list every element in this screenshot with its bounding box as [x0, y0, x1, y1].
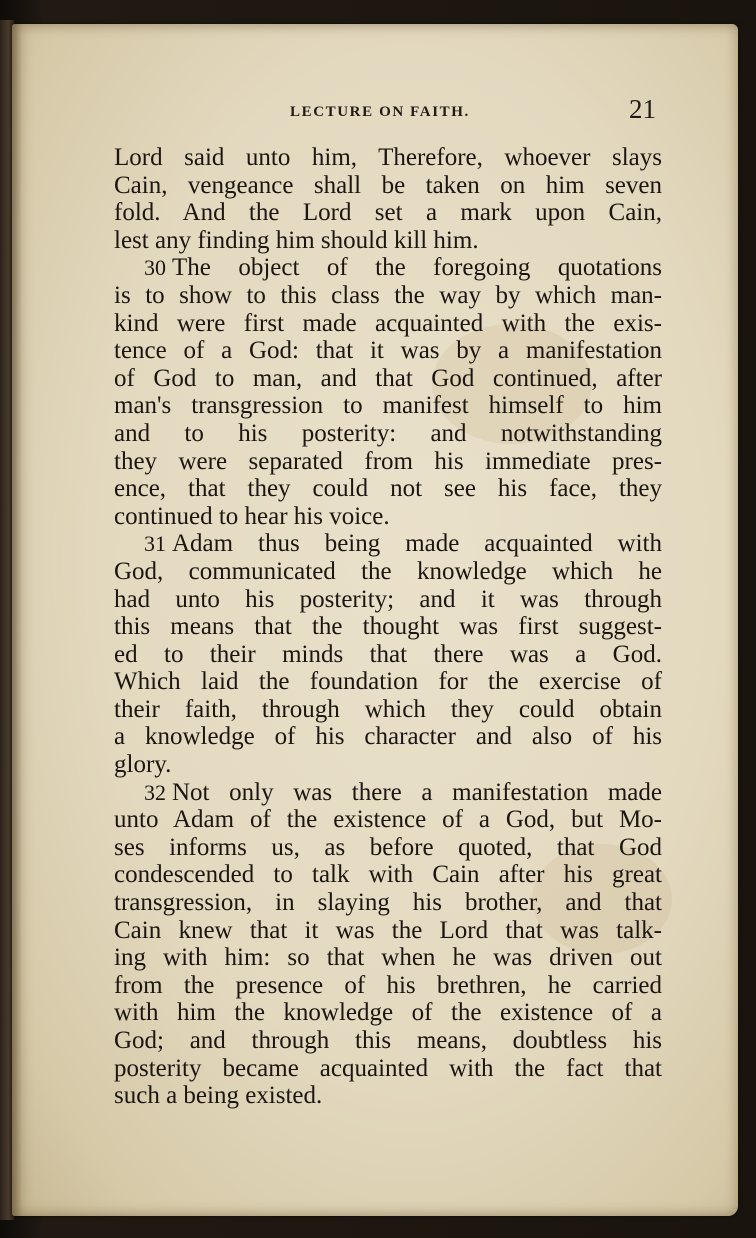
page-header — [116, 94, 656, 134]
text-line: tence of a God: that it was by a manifestation — [114, 337, 662, 365]
text-line: ses informs us, as before quoted, that God — [114, 833, 662, 861]
text-line: had unto his posterity; and it was through — [114, 585, 662, 613]
paragraph-number: 30 — [144, 255, 166, 281]
text-line: ed to their minds that there was a God. — [114, 640, 662, 668]
paragraph-number: 32 — [144, 779, 166, 805]
text-line: this means that the thought was first suggest- — [114, 613, 662, 641]
text-line: from the presence of his brethren, he carried — [114, 971, 662, 999]
text-line: God, communicated the knowledge which he — [114, 557, 662, 585]
text-line: man's transgression to manifest himself to him — [114, 392, 662, 420]
paragraph-first-line — [114, 254, 662, 282]
body-text — [114, 144, 662, 1110]
text-line: with him the knowledge of the existence of a — [114, 999, 662, 1027]
text-line: glory. — [114, 751, 172, 779]
text-line: ing with him: so that when he was driven out — [114, 944, 662, 972]
paragraph-number: 31 — [144, 531, 166, 557]
text-line: Cain knew that it was the Lord that was talk- — [114, 916, 662, 944]
text-line: continued to hear his voice. — [114, 502, 390, 530]
paragraph-first-line — [114, 779, 662, 807]
text-line: posterity became acquainted with the fact that — [114, 1054, 662, 1082]
text-line: and to his posterity: and notwithstanding — [114, 419, 662, 447]
text-line: transgression, in slaying his brother, and that — [114, 889, 662, 917]
text-line: is to show to this class the way by which man- — [114, 281, 662, 309]
text-line: they were separated from his immediate pres- — [114, 447, 662, 475]
text-line: God; and through this means, doubtless his — [114, 1027, 662, 1054]
text-line: ence, that they could not see his face, they — [114, 475, 662, 503]
text-line: The object of the foregoing quotations — [172, 254, 662, 282]
text-line: fold. And the Lord set a mark upon Cain, — [114, 199, 662, 227]
text-line: of God to man, and that God continued, after — [114, 364, 662, 392]
text-line: kind were first made acquainted with the exis- — [114, 309, 662, 337]
text-line: Adam thus being made acquainted with — [172, 530, 662, 558]
text-line: Lord said unto him, Therefore, whoever slays — [114, 144, 662, 171]
text-line: condescended to talk with Cain after his great — [114, 861, 662, 889]
text-line: Which laid the foundation for the exercise of — [114, 668, 662, 696]
page-number: 21 — [629, 94, 656, 124]
text-line: lest any finding him should kill him. — [114, 226, 479, 254]
text-line: their faith, through which they could obtain — [114, 695, 662, 723]
page-gutter-shadow — [12, 24, 22, 1216]
text-line: Cain, vengeance shall be taken on him seven — [114, 171, 662, 199]
text-line: Not only was there a manifestation made — [172, 778, 662, 806]
text-line: such a being existed. — [114, 1082, 323, 1110]
paragraph-first-line — [114, 530, 662, 558]
running-head: LECTURE ON FAITH. — [290, 104, 470, 120]
text-line: unto Adam of the existence of a God, but Mo- — [114, 806, 662, 834]
text-line: a knowledge of his character and also of his — [114, 723, 662, 751]
